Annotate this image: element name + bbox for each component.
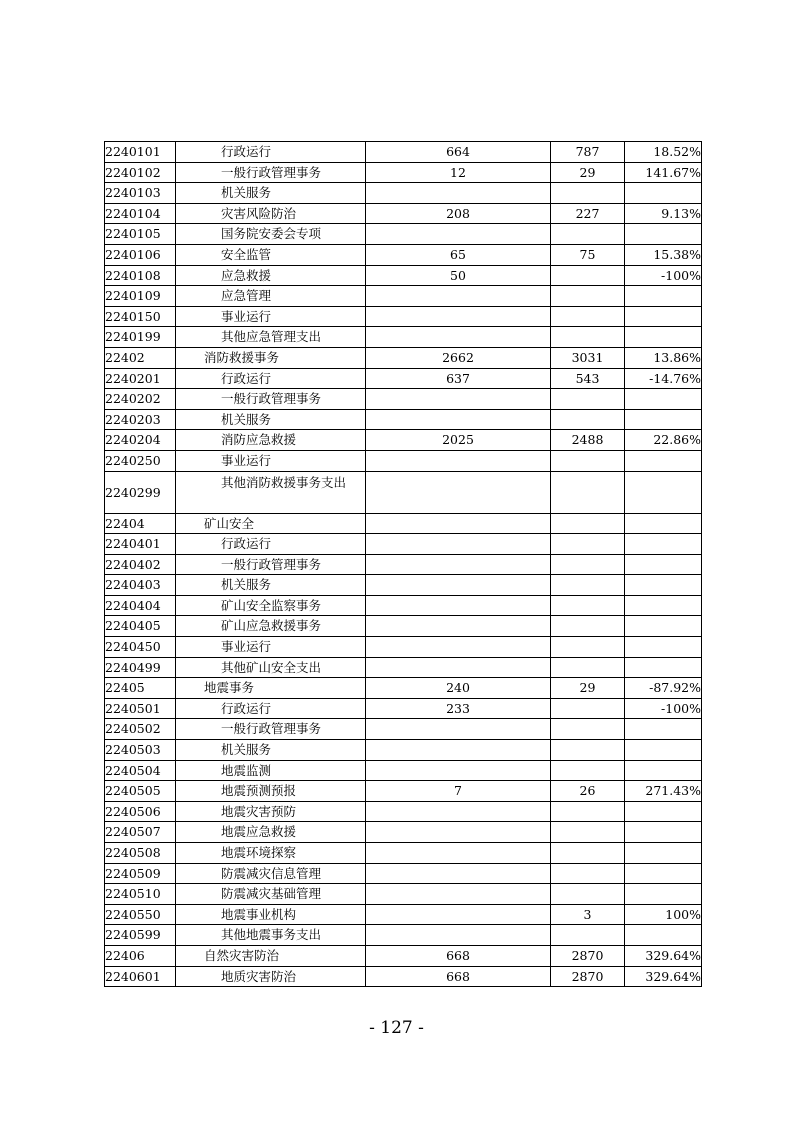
row-value-1-cell xyxy=(366,822,551,843)
table-row xyxy=(105,389,702,410)
row-value-1-cell: 7 xyxy=(366,781,551,802)
row-value-1-cell xyxy=(366,409,551,430)
row-code-cell: 2240505 xyxy=(105,781,176,802)
row-value-2-cell: 543 xyxy=(551,368,625,389)
row-name-cell: 行政运行 xyxy=(176,368,366,389)
row-code-cell: 2240103 xyxy=(105,183,176,204)
row-name-cell: 地震事务 xyxy=(176,678,366,699)
row-value-2-cell xyxy=(551,740,625,761)
row-value-2-cell: 2488 xyxy=(551,430,625,451)
row-name-cell: 一般行政管理事务 xyxy=(176,554,366,575)
table-row xyxy=(105,884,702,905)
row-value-2-cell: 3 xyxy=(551,904,625,925)
row-value-2-cell xyxy=(551,863,625,884)
row-name-cell: 事业运行 xyxy=(176,637,366,658)
row-value-1-cell xyxy=(366,513,551,534)
row-change-percent-cell: 329.64% xyxy=(625,966,702,987)
table-row xyxy=(105,306,702,327)
row-code-cell: 2240250 xyxy=(105,450,176,471)
table-row xyxy=(105,637,702,658)
row-value-2-cell xyxy=(551,843,625,864)
row-value-1-cell xyxy=(366,925,551,946)
row-value-2-cell xyxy=(551,657,625,678)
table-row xyxy=(105,142,702,163)
table-row xyxy=(105,347,702,368)
row-change-percent-cell xyxy=(625,801,702,822)
row-value-2-cell xyxy=(551,822,625,843)
row-change-percent-cell xyxy=(625,286,702,307)
row-change-percent-cell xyxy=(625,925,702,946)
row-value-1-cell xyxy=(366,884,551,905)
table-row xyxy=(105,719,702,740)
row-code-cell: 2240109 xyxy=(105,286,176,307)
table-row xyxy=(105,925,702,946)
row-value-1-cell xyxy=(366,863,551,884)
row-code-cell: 2240501 xyxy=(105,698,176,719)
row-change-percent-cell: -87.92% xyxy=(625,678,702,699)
row-name-cell: 行政运行 xyxy=(176,142,366,163)
row-value-2-cell xyxy=(551,286,625,307)
row-value-2-cell xyxy=(551,183,625,204)
row-change-percent-cell: 100% xyxy=(625,904,702,925)
row-code-cell: 2240508 xyxy=(105,843,176,864)
table-row xyxy=(105,554,702,575)
row-value-1-cell: 12 xyxy=(366,162,551,183)
table-row xyxy=(105,945,702,966)
row-value-2-cell xyxy=(551,760,625,781)
row-change-percent-cell xyxy=(625,760,702,781)
row-value-2-cell xyxy=(551,719,625,740)
row-name-cell: 地震监测 xyxy=(176,760,366,781)
row-value-2-cell xyxy=(551,801,625,822)
row-name-cell: 消防应急救援 xyxy=(176,430,366,451)
row-code-cell: 2240106 xyxy=(105,244,176,265)
row-change-percent-cell xyxy=(625,740,702,761)
row-name-cell: 行政运行 xyxy=(176,534,366,555)
row-value-2-cell xyxy=(551,471,625,513)
row-value-1-cell xyxy=(366,327,551,348)
row-code-cell: 2240550 xyxy=(105,904,176,925)
row-value-1-cell: 668 xyxy=(366,945,551,966)
row-name-cell: 机关服务 xyxy=(176,183,366,204)
row-code-cell: 22406 xyxy=(105,945,176,966)
table-row xyxy=(105,534,702,555)
row-value-1-cell: 208 xyxy=(366,203,551,224)
row-code-cell: 2240204 xyxy=(105,430,176,451)
row-value-1-cell xyxy=(366,471,551,513)
row-code-cell: 2240203 xyxy=(105,409,176,430)
row-name-cell: 矿山应急救援事务 xyxy=(176,616,366,637)
table-row xyxy=(105,224,702,245)
table-row xyxy=(105,822,702,843)
row-value-2-cell: 2870 xyxy=(551,966,625,987)
row-change-percent-cell xyxy=(625,719,702,740)
row-change-percent-cell xyxy=(625,637,702,658)
table-row xyxy=(105,698,702,719)
row-name-cell: 地质灾害防治 xyxy=(176,966,366,987)
row-name-cell: 地震灾害预防 xyxy=(176,801,366,822)
row-name-cell: 地震预测预报 xyxy=(176,781,366,802)
table-row xyxy=(105,843,702,864)
row-code-cell: 2240499 xyxy=(105,657,176,678)
row-change-percent-cell xyxy=(625,306,702,327)
table-row xyxy=(105,801,702,822)
row-code-cell: 2240509 xyxy=(105,863,176,884)
row-value-1-cell xyxy=(366,740,551,761)
row-value-1-cell xyxy=(366,306,551,327)
row-code-cell: 2240404 xyxy=(105,595,176,616)
row-change-percent-cell xyxy=(625,513,702,534)
row-change-percent-cell xyxy=(625,534,702,555)
row-value-2-cell xyxy=(551,327,625,348)
table-row xyxy=(105,471,702,513)
row-name-cell: 灾害风险防治 xyxy=(176,203,366,224)
row-change-percent-cell xyxy=(625,863,702,884)
table-row xyxy=(105,904,702,925)
table-row xyxy=(105,409,702,430)
row-name-cell: 一般行政管理事务 xyxy=(176,719,366,740)
row-name-cell: 行政运行 xyxy=(176,698,366,719)
row-name-cell: 地震应急救援 xyxy=(176,822,366,843)
row-value-1-cell: 65 xyxy=(366,244,551,265)
row-code-cell: 2240199 xyxy=(105,327,176,348)
row-value-1-cell xyxy=(366,637,551,658)
table-row xyxy=(105,781,702,802)
row-value-2-cell: 29 xyxy=(551,678,625,699)
row-change-percent-cell xyxy=(625,471,702,513)
row-value-2-cell: 29 xyxy=(551,162,625,183)
row-name-cell: 应急救援 xyxy=(176,265,366,286)
table-row xyxy=(105,244,702,265)
row-code-cell: 2240150 xyxy=(105,306,176,327)
row-value-2-cell xyxy=(551,575,625,596)
row-value-1-cell: 2662 xyxy=(366,347,551,368)
row-name-cell: 其他消防救援事务支出 xyxy=(176,471,366,513)
row-code-cell: 2240104 xyxy=(105,203,176,224)
row-change-percent-cell: 9.13% xyxy=(625,203,702,224)
budget-table-body xyxy=(105,142,702,987)
row-code-cell: 2240299 xyxy=(105,471,176,513)
row-value-2-cell xyxy=(551,698,625,719)
row-code-cell: 2240202 xyxy=(105,389,176,410)
row-name-cell: 其他地震事务支出 xyxy=(176,925,366,946)
row-value-2-cell: 3031 xyxy=(551,347,625,368)
row-code-cell: 22405 xyxy=(105,678,176,699)
row-value-2-cell: 2870 xyxy=(551,945,625,966)
table-row xyxy=(105,513,702,534)
row-change-percent-cell xyxy=(625,554,702,575)
row-change-percent-cell: 22.86% xyxy=(625,430,702,451)
row-code-cell: 2240601 xyxy=(105,966,176,987)
row-code-cell: 2240201 xyxy=(105,368,176,389)
row-code-cell: 2240599 xyxy=(105,925,176,946)
row-code-cell: 2240510 xyxy=(105,884,176,905)
row-value-1-cell: 50 xyxy=(366,265,551,286)
row-name-cell: 地震事业机构 xyxy=(176,904,366,925)
budget-table xyxy=(104,141,702,987)
row-change-percent-cell xyxy=(625,657,702,678)
row-value-2-cell: 787 xyxy=(551,142,625,163)
table-row xyxy=(105,430,702,451)
table-row xyxy=(105,678,702,699)
row-change-percent-cell: 15.38% xyxy=(625,244,702,265)
row-change-percent-cell xyxy=(625,884,702,905)
page-number: - 127 - xyxy=(369,1018,424,1038)
row-name-cell: 地震环境探察 xyxy=(176,843,366,864)
row-name-cell: 事业运行 xyxy=(176,450,366,471)
row-name-cell: 消防救援事务 xyxy=(176,347,366,368)
table-row xyxy=(105,616,702,637)
row-value-2-cell xyxy=(551,534,625,555)
row-value-2-cell xyxy=(551,409,625,430)
row-change-percent-cell xyxy=(625,224,702,245)
row-value-1-cell xyxy=(366,389,551,410)
row-code-cell: 2240405 xyxy=(105,616,176,637)
row-change-percent-cell: 271.43% xyxy=(625,781,702,802)
row-name-cell: 应急管理 xyxy=(176,286,366,307)
row-name-cell: 机关服务 xyxy=(176,740,366,761)
row-value-2-cell xyxy=(551,637,625,658)
row-name-cell: 矿山安全监察事务 xyxy=(176,595,366,616)
row-name-cell: 防震减灾基础管理 xyxy=(176,884,366,905)
row-change-percent-cell xyxy=(625,409,702,430)
row-change-percent-cell: 13.86% xyxy=(625,347,702,368)
row-value-1-cell xyxy=(366,719,551,740)
row-value-2-cell xyxy=(551,595,625,616)
row-value-1-cell: 2025 xyxy=(366,430,551,451)
table-row xyxy=(105,575,702,596)
row-value-2-cell xyxy=(551,925,625,946)
table-row xyxy=(105,265,702,286)
row-value-2-cell xyxy=(551,450,625,471)
table-row xyxy=(105,966,702,987)
row-change-percent-cell: -100% xyxy=(625,698,702,719)
row-value-2-cell xyxy=(551,884,625,905)
row-value-1-cell xyxy=(366,286,551,307)
row-code-cell: 22402 xyxy=(105,347,176,368)
row-value-2-cell xyxy=(551,513,625,534)
table-row xyxy=(105,286,702,307)
row-change-percent-cell xyxy=(625,822,702,843)
row-change-percent-cell xyxy=(625,575,702,596)
row-value-2-cell: 75 xyxy=(551,244,625,265)
row-value-1-cell: 637 xyxy=(366,368,551,389)
table-row xyxy=(105,450,702,471)
row-code-cell: 2240102 xyxy=(105,162,176,183)
row-code-cell: 2240101 xyxy=(105,142,176,163)
row-code-cell: 2240403 xyxy=(105,575,176,596)
row-name-cell: 事业运行 xyxy=(176,306,366,327)
row-value-1-cell: 664 xyxy=(366,142,551,163)
row-change-percent-cell xyxy=(625,183,702,204)
row-code-cell: 2240507 xyxy=(105,822,176,843)
row-name-cell: 安全监管 xyxy=(176,244,366,265)
row-value-2-cell xyxy=(551,265,625,286)
row-code-cell: 2240506 xyxy=(105,801,176,822)
row-value-2-cell: 227 xyxy=(551,203,625,224)
row-code-cell: 2240502 xyxy=(105,719,176,740)
table-row xyxy=(105,203,702,224)
row-change-percent-cell xyxy=(625,327,702,348)
row-value-1-cell xyxy=(366,760,551,781)
row-value-1-cell: 240 xyxy=(366,678,551,699)
row-code-cell: 22404 xyxy=(105,513,176,534)
row-value-1-cell xyxy=(366,224,551,245)
row-value-1-cell: 233 xyxy=(366,698,551,719)
row-code-cell: 2240450 xyxy=(105,637,176,658)
row-value-2-cell xyxy=(551,554,625,575)
row-value-1-cell xyxy=(366,616,551,637)
row-value-1-cell: 668 xyxy=(366,966,551,987)
row-code-cell: 2240503 xyxy=(105,740,176,761)
row-change-percent-cell: 141.67% xyxy=(625,162,702,183)
row-change-percent-cell: 18.52% xyxy=(625,142,702,163)
row-name-cell: 一般行政管理事务 xyxy=(176,162,366,183)
row-value-2-cell xyxy=(551,389,625,410)
row-change-percent-cell: -14.76% xyxy=(625,368,702,389)
table-row xyxy=(105,327,702,348)
row-value-2-cell xyxy=(551,224,625,245)
row-value-1-cell xyxy=(366,575,551,596)
row-code-cell: 2240402 xyxy=(105,554,176,575)
table-row xyxy=(105,368,702,389)
row-name-cell: 其他应急管理支出 xyxy=(176,327,366,348)
row-code-cell: 2240504 xyxy=(105,760,176,781)
row-value-1-cell xyxy=(366,843,551,864)
row-name-cell: 机关服务 xyxy=(176,409,366,430)
table-row xyxy=(105,740,702,761)
row-value-1-cell xyxy=(366,657,551,678)
row-change-percent-cell xyxy=(625,843,702,864)
row-change-percent-cell xyxy=(625,616,702,637)
row-value-1-cell xyxy=(366,801,551,822)
table-row xyxy=(105,595,702,616)
table-row xyxy=(105,183,702,204)
row-value-1-cell xyxy=(366,534,551,555)
table-row xyxy=(105,760,702,781)
row-value-1-cell xyxy=(366,183,551,204)
row-name-cell: 其他矿山安全支出 xyxy=(176,657,366,678)
row-value-2-cell: 26 xyxy=(551,781,625,802)
row-value-1-cell xyxy=(366,904,551,925)
row-value-2-cell xyxy=(551,616,625,637)
row-change-percent-cell: -100% xyxy=(625,265,702,286)
row-change-percent-cell xyxy=(625,389,702,410)
row-code-cell: 2240105 xyxy=(105,224,176,245)
row-change-percent-cell xyxy=(625,450,702,471)
row-change-percent-cell: 329.64% xyxy=(625,945,702,966)
table-row xyxy=(105,657,702,678)
row-name-cell: 防震减灾信息管理 xyxy=(176,863,366,884)
row-name-cell: 机关服务 xyxy=(176,575,366,596)
row-name-cell: 一般行政管理事务 xyxy=(176,389,366,410)
row-code-cell: 2240401 xyxy=(105,534,176,555)
row-value-2-cell xyxy=(551,306,625,327)
row-name-cell: 矿山安全 xyxy=(176,513,366,534)
row-code-cell: 2240108 xyxy=(105,265,176,286)
row-change-percent-cell xyxy=(625,595,702,616)
table-row xyxy=(105,863,702,884)
row-name-cell: 国务院安委会专项 xyxy=(176,224,366,245)
row-name-cell: 自然灾害防治 xyxy=(176,945,366,966)
row-value-1-cell xyxy=(366,450,551,471)
table-row xyxy=(105,162,702,183)
row-value-1-cell xyxy=(366,595,551,616)
row-value-1-cell xyxy=(366,554,551,575)
